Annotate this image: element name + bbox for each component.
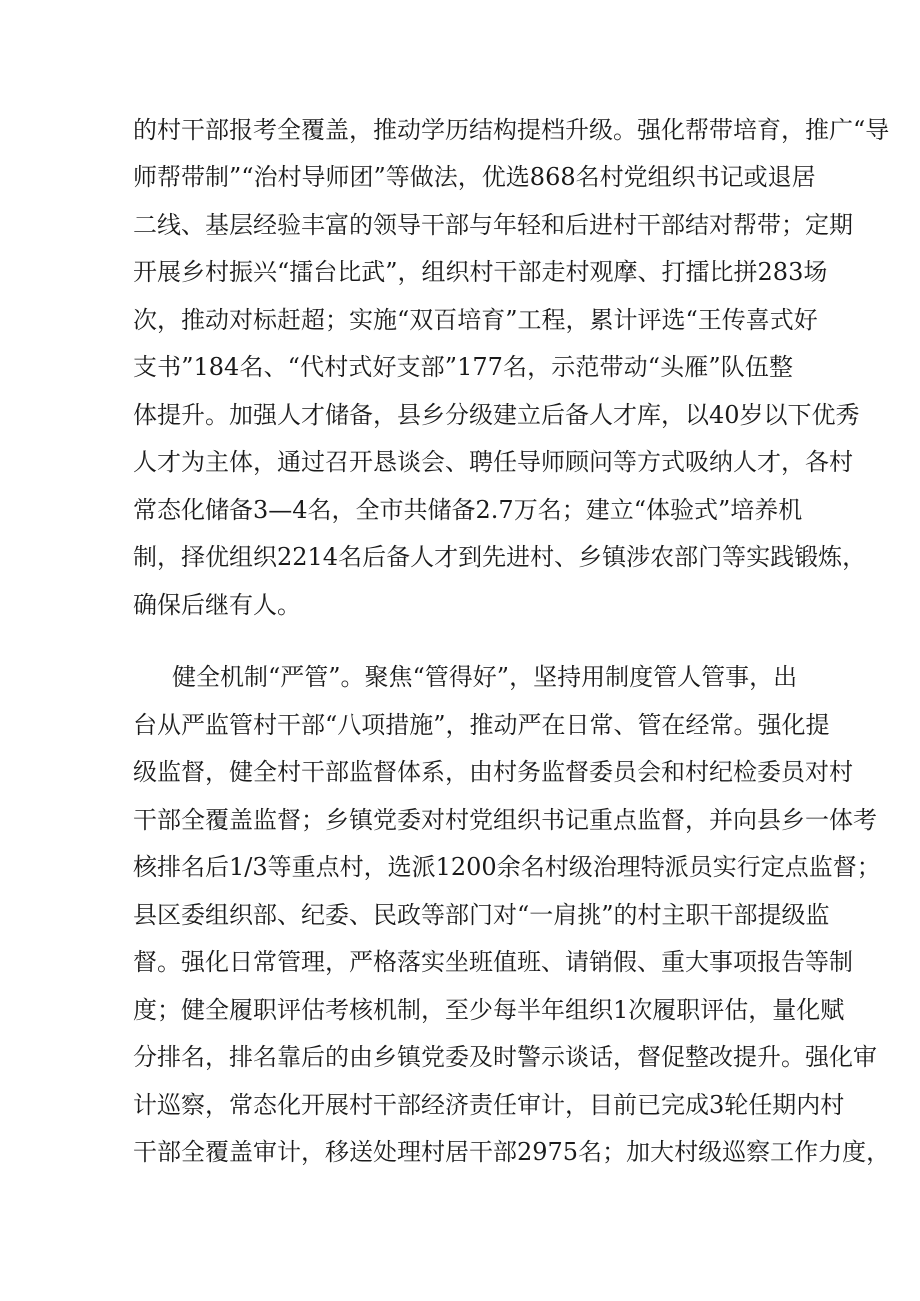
text-line: 二线、基层经验丰富的领导干部与年轻和后进村干部结对帮带；定期 <box>133 211 853 239</box>
text-line: 师帮带制”“治村导师团”等做法，优选868名村党组织书记或退居 <box>133 163 816 191</box>
text-line: 计巡察，常态化开展村干部经济责任审计，目前已完成3轮任期内村 <box>133 1091 845 1119</box>
text-line: 干部全覆盖监督；乡镇党委对村党组织书记重点监督，并向县乡一体考 <box>133 806 877 834</box>
text-line: 的村干部报考全覆盖，推动学历结构提档升级。强化帮带培育，推广“导 <box>133 116 890 144</box>
text-line: 次，推动对标赶超；实施“双百培育”工程，累计评选“王传喜式好 <box>133 306 818 334</box>
text-line: 县区委组织部、纪委、民政等部门对“一肩挑”的村主职干部提级监 <box>133 901 830 929</box>
text-line: 核排名后1/3等重点村，选派1200余名村级治理特派员实行定点监督； <box>133 853 881 881</box>
text-line: 健全机制“严管”。聚焦“管得好”，坚持用制度管人管事，出 <box>172 663 798 691</box>
text-line: 度；健全履职评估考核机制，至少每半年组织1次履职评估，量化赋 <box>133 996 845 1024</box>
text-line: 支书”184名、“代村式好支部”177名，示范带动“头雁”队伍整 <box>133 353 793 381</box>
text-line: 常态化储备3—4名，全市共储备2.7万名；建立“体验式”培养机 <box>133 496 803 524</box>
text-line: 分排名，排名靠后的由乡镇党委及时警示谈话，督促整改提升。强化审 <box>133 1043 877 1071</box>
text-line: 督。强化日常管理，严格落实坐班值班、请销假、重大事项报告等制 <box>133 948 853 976</box>
text-line: 确保后继有人。 <box>133 591 301 619</box>
text-line: 制，择优组织2214名后备人才到先进村、乡镇涉农部门等实践锻炼， <box>133 543 867 571</box>
text-line: 开展乡村振兴“擂台比武”，组织村干部走村观摩、打擂比拼283场 <box>133 258 828 286</box>
text-line: 干部全覆盖审计，移送处理村居干部2975名；加大村级巡察工作力度， <box>133 1138 891 1166</box>
text-line: 台从严监管村干部“八项措施”，推动严在日常、管在经常。强化提 <box>133 711 830 739</box>
text-line: 人才为主体，通过召开恳谈会、聘任导师顾问等方式吸纳人才，各村 <box>133 448 853 476</box>
text-line: 级监督，健全村干部监督体系，由村务监督委员会和村纪检委员对村 <box>133 758 853 786</box>
text-line: 体提升。加强人才储备，县乡分级建立后备人才库，以40岁以下优秀 <box>133 401 860 429</box>
